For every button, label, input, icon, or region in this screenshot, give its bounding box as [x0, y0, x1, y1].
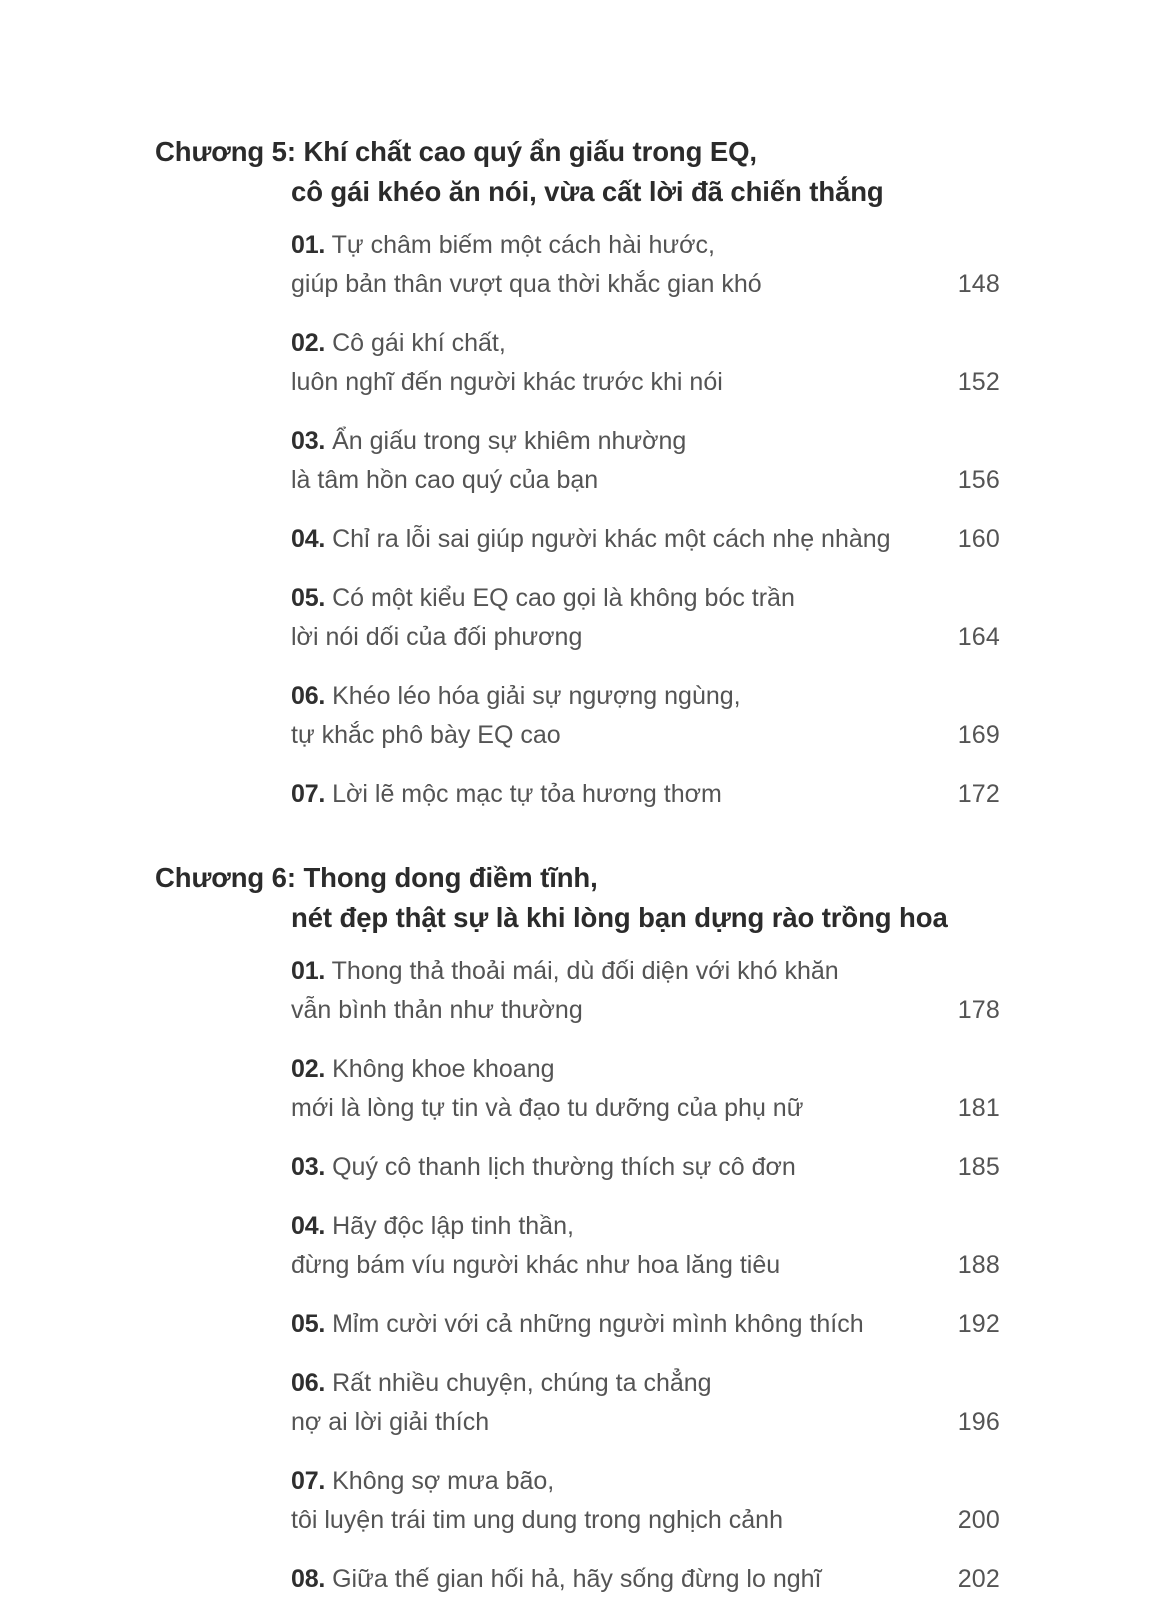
- toc-page-number[interactable]: 148: [957, 270, 1000, 298]
- chapter-heading-line: nét đẹp thật sự là khi lòng bạn dựng rào trồng hoa: [291, 902, 948, 933]
- toc-entry[interactable]: [291, 952, 1000, 1030]
- toc-entry-line: [291, 1560, 1000, 1599]
- toc-entry-line: [291, 1403, 1000, 1442]
- toc-entry-line: [291, 1050, 1000, 1089]
- chapter-heading-line: cô gái khéo ăn nói, vừa cất lời đã chiến thắng: [291, 176, 884, 207]
- toc-entry-title: đừng bám víu người khác như hoa lăng tiêu: [291, 1251, 781, 1279]
- toc-entry-title: luôn nghĩ đến người khác trước khi nói: [291, 368, 723, 396]
- toc-page-number[interactable]: 192: [957, 1310, 1000, 1338]
- toc-entry-line: [291, 461, 1000, 500]
- toc-entry[interactable]: [291, 520, 1000, 559]
- toc-entry-line: [291, 520, 1000, 559]
- toc-entry-title: Không sợ mưa bão,: [332, 1467, 555, 1495]
- toc-entry-number: 06.: [291, 1369, 326, 1397]
- toc-page-number[interactable]: 172: [957, 780, 1000, 808]
- toc-entry-line: [291, 991, 1000, 1030]
- toc-entry-line: [291, 1246, 1000, 1285]
- toc-entry-number: 07.: [291, 780, 326, 808]
- chapter-heading: [155, 132, 1000, 212]
- toc-entry-number: 08.: [291, 1565, 326, 1593]
- toc-entry-line: [291, 775, 1000, 814]
- toc-entry-number: 05.: [291, 584, 326, 612]
- toc-entry-line: [291, 1305, 1000, 1344]
- toc-entry-title: Lời lẽ mộc mạc tự tỏa hương thơm: [332, 780, 722, 808]
- toc-entry-line: [291, 265, 1000, 304]
- toc-entry[interactable]: [291, 1305, 1000, 1344]
- toc-entry-title: Giữa thế gian hối hả, hãy sống đừng lo nghĩ: [332, 1565, 822, 1593]
- toc-entry-line: [291, 1207, 1000, 1246]
- toc-entry-line: [291, 1501, 1000, 1540]
- toc-entry-number: 06.: [291, 682, 326, 710]
- toc-entry-line: [291, 422, 1000, 461]
- toc-entry-title: nợ ai lời giải thích: [291, 1408, 490, 1436]
- toc-page-number[interactable]: 164: [957, 623, 1000, 651]
- toc-entry[interactable]: [291, 775, 1000, 814]
- toc-page-number[interactable]: 202: [957, 1565, 1000, 1593]
- toc-entry-title: Quý cô thanh lịch thường thích sự cô đơn: [332, 1153, 796, 1181]
- toc-entry-title: tự khắc phô bày EQ cao: [291, 721, 561, 749]
- toc-page-number[interactable]: 181: [957, 1094, 1000, 1122]
- toc-entry-number: 01.: [291, 231, 326, 259]
- toc-entry-title: Có một kiểu EQ cao gọi là không bóc trần: [332, 584, 795, 612]
- toc-page-number[interactable]: 188: [957, 1251, 1000, 1279]
- toc-entry[interactable]: [291, 1148, 1000, 1187]
- toc-entry-title: giúp bản thân vượt qua thời khắc gian khó: [291, 270, 762, 298]
- toc-entry-line: [291, 1089, 1000, 1128]
- toc-entry-line: [291, 1462, 1000, 1501]
- chapter-heading-line: Chương 5: Khí chất cao quý ẩn giấu trong EQ,: [155, 136, 757, 167]
- toc-entry-title: Cô gái khí chất,: [332, 329, 506, 357]
- toc-page-number[interactable]: 185: [957, 1153, 1000, 1181]
- toc-entry-number: 03.: [291, 427, 326, 455]
- toc-page-number[interactable]: 178: [957, 996, 1000, 1024]
- chapter-heading-line: Chương 6: Thong dong điềm tĩnh,: [155, 862, 598, 893]
- toc-entry-list: [291, 942, 1000, 1599]
- toc-container: [155, 132, 1000, 1599]
- toc-entry-line: [291, 716, 1000, 755]
- toc-entry[interactable]: [291, 324, 1000, 402]
- toc-entry-number: 07.: [291, 1467, 326, 1495]
- toc-entry-number: 04.: [291, 1212, 326, 1240]
- toc-entry-title: Khéo léo hóa giải sự ngượng ngùng,: [332, 682, 741, 710]
- toc-entry-title: tôi luyện trái tim ung dung trong nghịch cảnh: [291, 1506, 783, 1534]
- toc-entry-list: [291, 216, 1000, 814]
- toc-entry-line: [291, 324, 1000, 363]
- toc-entry[interactable]: [291, 1364, 1000, 1442]
- toc-entry-title: Rất nhiều chuyện, chúng ta chẳng: [332, 1369, 712, 1397]
- toc-entry-number: 02.: [291, 1055, 326, 1083]
- toc-entry-title: Chỉ ra lỗi sai giúp người khác một cách nhẹ nhàng: [332, 525, 891, 553]
- toc-entry-title: Ẩn giấu trong sự khiêm nhường: [332, 427, 687, 455]
- toc-page-number[interactable]: 152: [957, 368, 1000, 396]
- toc-entry-title: Tự châm biếm một cách hài hước,: [331, 231, 715, 259]
- toc-entry[interactable]: [291, 677, 1000, 755]
- toc-entry-title: Hãy độc lập tinh thần,: [332, 1212, 574, 1240]
- toc-entry-number: 02.: [291, 329, 326, 357]
- toc-entry-number: 05.: [291, 1310, 326, 1338]
- toc-entry-number: 01.: [291, 957, 326, 985]
- toc-entry-title: Thong thả thoải mái, dù đối diện với khó khăn: [331, 957, 839, 985]
- toc-entry-number: 03.: [291, 1153, 326, 1181]
- toc-entry-title: Không khoe khoang: [332, 1055, 555, 1083]
- toc-page-number[interactable]: 160: [957, 525, 1000, 553]
- toc-entry-number: 04.: [291, 525, 326, 553]
- toc-entry[interactable]: [291, 1560, 1000, 1599]
- toc-entry-line: [291, 952, 1000, 991]
- toc-entry[interactable]: [291, 1462, 1000, 1540]
- toc-entry-title: là tâm hồn cao quý của bạn: [291, 466, 599, 494]
- toc-entry-line: [291, 1364, 1000, 1403]
- toc-entry-line: [291, 618, 1000, 657]
- toc-entry-line: [291, 677, 1000, 716]
- toc-entry-title: mới là lòng tự tin và đạo tu dưỡng của phụ nữ: [291, 1094, 804, 1122]
- toc-entry-title: vẫn bình thản như thường: [291, 996, 583, 1024]
- toc-page-number[interactable]: 196: [957, 1408, 1000, 1436]
- chapter-heading: [155, 858, 1000, 938]
- toc-entry[interactable]: [291, 1207, 1000, 1285]
- toc-entry[interactable]: [291, 1050, 1000, 1128]
- toc-entry[interactable]: [291, 226, 1000, 304]
- toc-entry-line: [291, 226, 1000, 265]
- toc-page-number[interactable]: 200: [957, 1506, 1000, 1534]
- toc-entry-title: Mỉm cười với cả những người mình không thích: [332, 1310, 864, 1338]
- toc-entry-title: lời nói dối của đối phương: [291, 623, 583, 651]
- toc-entry-line: [291, 1148, 1000, 1187]
- toc-entry[interactable]: [291, 422, 1000, 500]
- toc-entry-line: [291, 363, 1000, 402]
- toc-page-number[interactable]: 169: [957, 721, 1000, 749]
- toc-entry[interactable]: [291, 579, 1000, 657]
- toc-entry-line: [291, 579, 1000, 618]
- toc-page-number[interactable]: 156: [957, 466, 1000, 494]
